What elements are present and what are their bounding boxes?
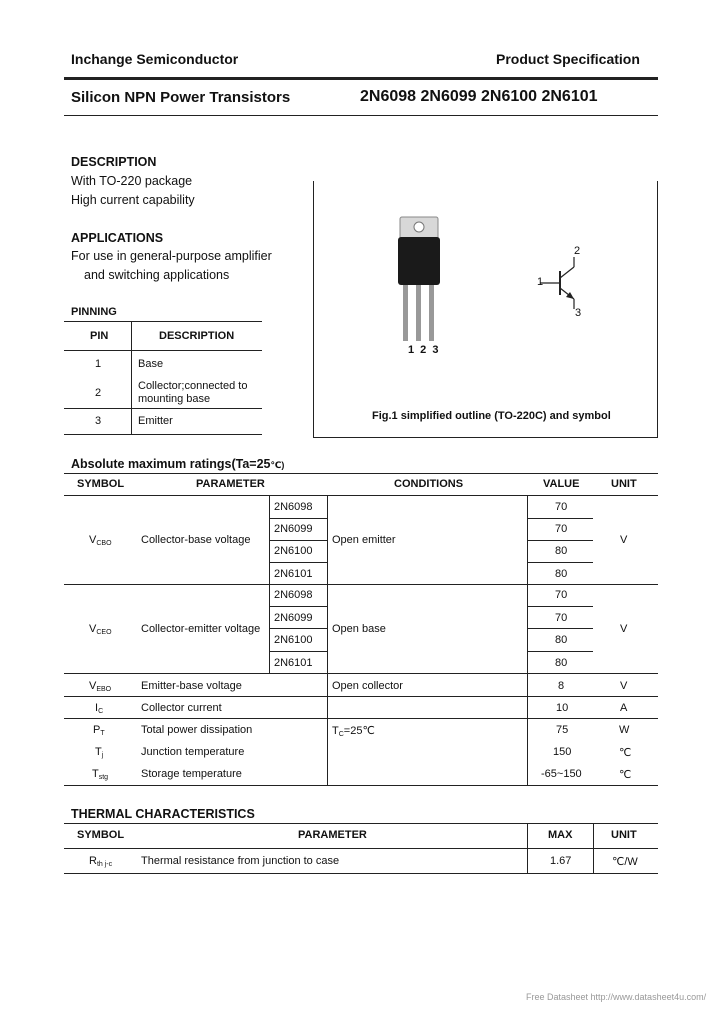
applications-line: For use in general-purpose amplifier — [71, 249, 272, 263]
ratings-rule — [527, 651, 593, 652]
thermal-header-unit: UNIT — [611, 829, 637, 841]
value-cell: 80 — [555, 657, 568, 669]
cond-open-emitter: Open emitter — [332, 534, 396, 546]
pinning-header-description: DESCRIPTION — [159, 330, 235, 342]
value-cell: 80 — [555, 545, 568, 557]
ratings-divider — [327, 495, 328, 785]
param-thermal-resistance: Thermal resistance from junction to case — [141, 855, 340, 867]
ratings-rule — [269, 606, 327, 607]
thermal-header-max: MAX — [548, 829, 573, 841]
unit-v: V — [620, 534, 628, 546]
description-item: With TO-220 package — [71, 174, 193, 188]
ratings-rule — [64, 495, 658, 496]
value-cell: 70 — [555, 523, 568, 535]
part-number-cell: 2N6101 — [274, 568, 313, 580]
value-cell: 70 — [555, 612, 568, 624]
title-rule — [64, 115, 658, 116]
symbol-vceo: $V_{CEO}$ — [89, 623, 112, 636]
ratings-rule — [527, 628, 593, 629]
figure-box — [313, 181, 658, 438]
unit-cell: ℃ — [619, 747, 632, 759]
value-cell: 80 — [555, 568, 568, 580]
npn-transistor-symbol — [540, 255, 590, 315]
value-cell: 10 — [556, 702, 569, 714]
pin-description: Emitter — [138, 415, 173, 427]
symbol-collector-label: 2 — [574, 245, 581, 257]
doc-type: Product Specification — [496, 51, 640, 67]
symbol-tj: $T_j$ — [95, 746, 104, 759]
value-cell: 150 — [553, 746, 572, 758]
param-emitter-base-voltage: Emitter-base voltage — [141, 680, 242, 692]
figure-caption: Fig.1 simplified outline (TO-220C) and symbol — [372, 410, 611, 422]
applications-line: and switching applications — [84, 268, 230, 282]
cond-tc-25: $T_C=25℃$ — [332, 725, 375, 738]
pin-description: Collector;connected to — [138, 380, 248, 392]
to220-package-image — [390, 215, 450, 345]
value-cell: -65~150 — [541, 768, 582, 780]
unit-cell: V — [620, 680, 628, 692]
header-rule — [64, 77, 658, 80]
pinning-rule — [64, 321, 262, 322]
pinning-rule — [64, 408, 262, 409]
value-cell: 70 — [555, 501, 568, 513]
pin-number: 2 — [95, 387, 102, 399]
unit-cell: ℃/W — [612, 856, 638, 868]
symbol-rth: $R_{th j-c}$ — [89, 855, 113, 868]
product-title: Silicon NPN Power Transistors — [71, 89, 291, 106]
thermal-divider — [593, 823, 594, 873]
value-cell: 1.67 — [550, 855, 572, 867]
pin-description: Base — [138, 358, 164, 370]
thermal-header-symbol: SYMBOL — [77, 829, 125, 841]
unit-v: V — [620, 623, 628, 635]
param-junction-temperature: Junction temperature — [141, 746, 245, 758]
pinning-title: PINNING — [71, 306, 117, 318]
pin-number: 1 — [95, 358, 102, 370]
symbol-base-label: 1 — [537, 276, 544, 288]
ratings-divider — [527, 495, 528, 785]
param-collector-emitter-voltage: Collector-emitter voltage — [141, 623, 261, 635]
thermal-rule — [64, 823, 658, 824]
value-cell: 80 — [555, 634, 568, 646]
pin-number: 3 — [95, 415, 102, 427]
ratings-header-conditions: CONDITIONS — [394, 478, 464, 490]
ratings-rule — [64, 696, 658, 697]
ratings-rule — [64, 718, 658, 719]
description-item: High current capability — [71, 193, 195, 207]
ratings-header-parameter: PARAMETER — [196, 478, 265, 490]
thermal-header-parameter: PARAMETER — [298, 829, 367, 841]
ratings-title: Absolute maximum ratings(Ta=25℃) — [71, 457, 285, 471]
param-storage-temperature: Storage temperature — [141, 768, 242, 780]
description-title: DESCRIPTION — [71, 155, 157, 169]
thermal-divider — [527, 823, 528, 873]
symbol-vebo: $V_{EBO}$ — [89, 680, 112, 693]
value-cell: 70 — [555, 589, 568, 601]
ratings-rule — [269, 562, 327, 563]
part-number-cell: 2N6100 — [274, 634, 313, 646]
thermal-rule — [64, 848, 658, 849]
thermal-title: THERMAL CHARACTERISTICS — [71, 807, 255, 821]
ratings-header-unit: UNIT — [611, 478, 637, 490]
symbol-pt: $P_T$ — [93, 724, 105, 737]
part-number-cell: 2N6101 — [274, 657, 313, 669]
ratings-rule — [269, 651, 327, 652]
value-cell: 8 — [558, 680, 565, 692]
ratings-rule — [64, 673, 658, 674]
applications-title: APPLICATIONS — [71, 231, 164, 245]
param-total-power-dissipation: Total power dissipation — [141, 724, 253, 736]
part-number-cell: 2N6100 — [274, 545, 313, 557]
unit-cell: W — [619, 724, 630, 736]
param-collector-current: Collector current — [141, 702, 222, 714]
unit-cell: A — [620, 702, 628, 714]
pin-description: mounting base — [138, 393, 211, 405]
ratings-rule — [527, 606, 593, 607]
part-number-cell: 2N6098 — [274, 501, 313, 513]
ratings-header-symbol: SYMBOL — [77, 478, 125, 490]
ratings-rule — [269, 540, 327, 541]
ratings-rule — [269, 518, 327, 519]
part-number-cell: 2N6099 — [274, 612, 313, 624]
symbol-emitter-label: 3 — [575, 307, 582, 319]
package-pin-labels: 1 2 3 — [408, 344, 439, 356]
pinning-header-pin: PIN — [90, 330, 109, 342]
symbol-tstg: $T_{stg}$ — [92, 768, 109, 781]
cond-open-base: Open base — [332, 623, 386, 635]
company-name: Inchange Semiconductor — [71, 51, 239, 67]
pinning-rule — [64, 434, 262, 435]
symbol-ic: $I_C$ — [95, 702, 104, 715]
ratings-rule — [64, 785, 658, 786]
ratings-rule — [269, 628, 327, 629]
pinning-divider — [131, 322, 132, 435]
ratings-rule — [527, 562, 593, 563]
value-cell: 75 — [556, 724, 569, 736]
part-number-cell: 2N6098 — [274, 589, 313, 601]
part-number-cell: 2N6099 — [274, 523, 313, 535]
footer-link[interactable]: Free Datasheet http://www.datasheet4u.com/ — [526, 992, 707, 1002]
cond-open-collector: Open collector — [332, 680, 403, 692]
ratings-rule — [527, 518, 593, 519]
symbol-vcbo: $V_{CBO}$ — [89, 534, 112, 547]
part-numbers: 2N6098 2N6099 2N6100 2N6101 — [360, 88, 598, 105]
param-collector-base-voltage: Collector-base voltage — [141, 534, 251, 546]
ratings-rule — [527, 540, 593, 541]
unit-cell: ℃ — [619, 769, 632, 781]
ratings-rule — [64, 473, 658, 474]
thermal-rule — [64, 873, 658, 874]
ratings-header-value: VALUE — [543, 478, 580, 490]
pinning-rule — [64, 350, 262, 351]
ratings-rule — [64, 584, 658, 585]
